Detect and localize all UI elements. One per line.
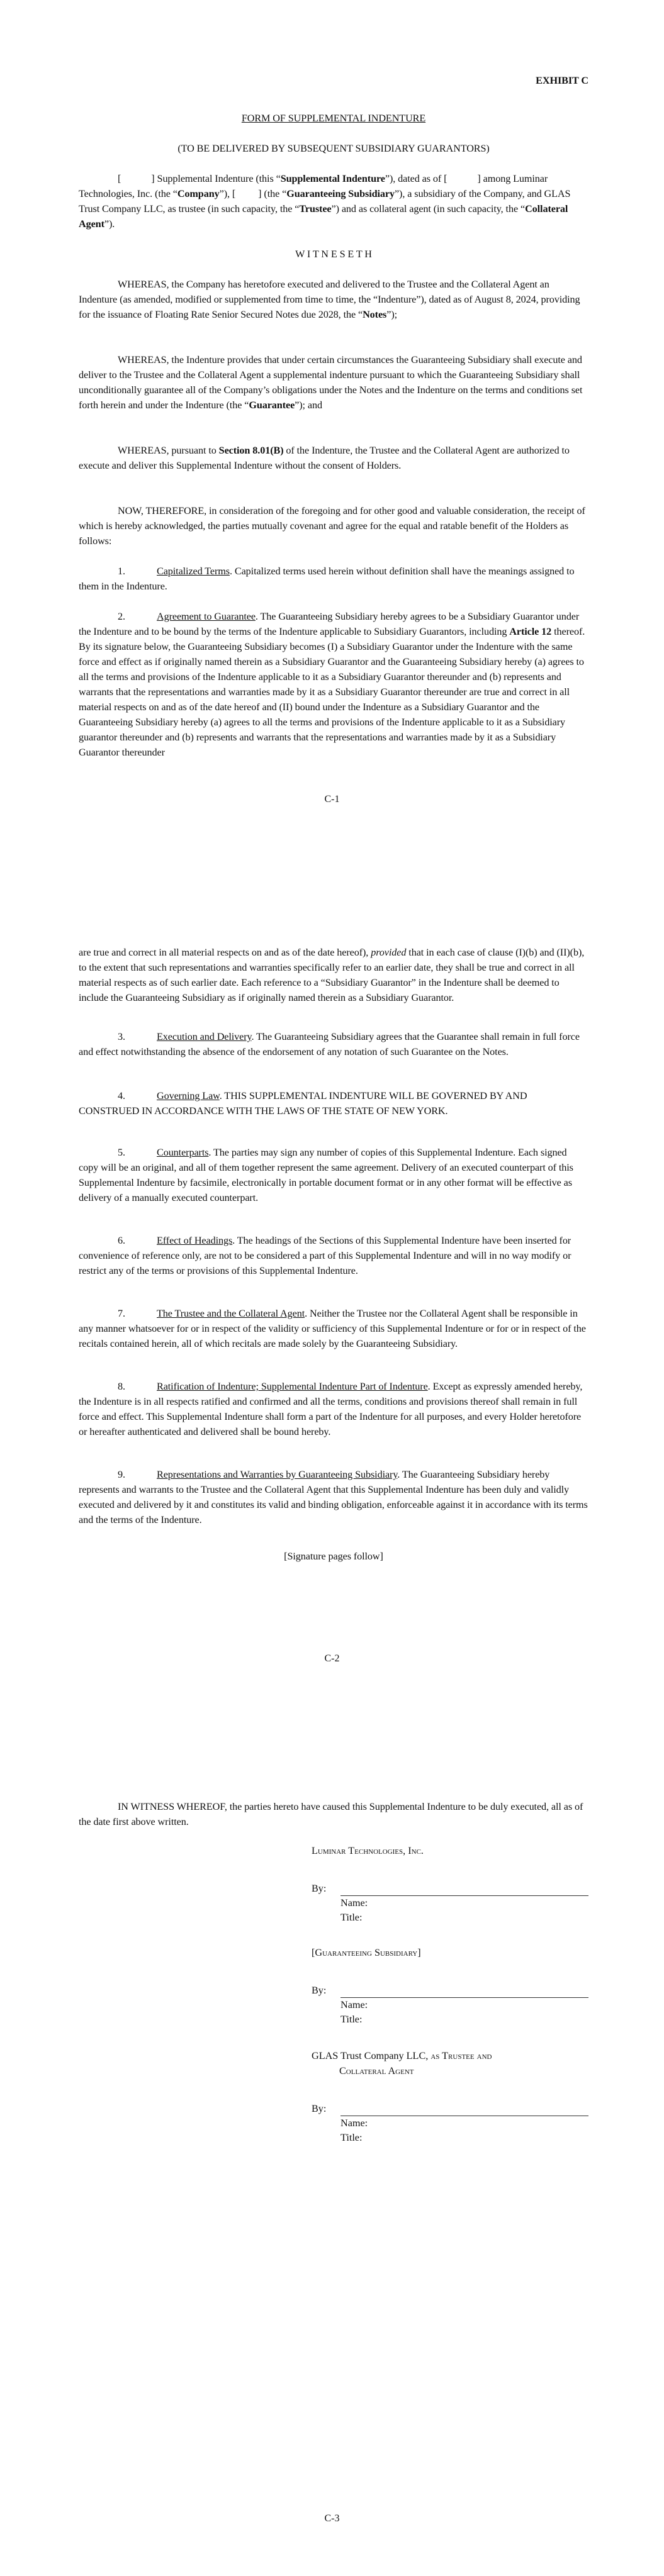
name-label: Name: xyxy=(340,1999,368,2010)
signature-field[interactable] xyxy=(340,1884,588,1896)
now-therefore-paragraph xyxy=(79,503,588,549)
title-label: Title: xyxy=(340,2014,363,2025)
section-heading: Governing Law xyxy=(157,1090,220,1101)
text: NOW, THEREFORE, in consideration of the foregoing and for other good and valuable consideration, the receipt of which is hereby acknowledged, the parties mutually covenant and agree for the equal and ratable benefit of the Holders as follows: xyxy=(79,505,585,547)
section-number: 1. xyxy=(118,566,125,577)
section-1 xyxy=(79,564,588,594)
by-label: By: xyxy=(312,1985,327,1996)
page-number xyxy=(0,794,664,805)
section-number: 2. xyxy=(118,611,125,622)
section-6 xyxy=(79,1233,588,1278)
section-9 xyxy=(79,1467,588,1527)
page-number-text: C-2 xyxy=(324,1653,340,1664)
signature-follow-text: [Signature pages follow] xyxy=(284,1551,383,1562)
text: . THIS SUPPLEMENTAL INDENTURE WILL BE GOVERNED BY AND CONSTRUED IN ACCORDANCE WITH THE LAWS OF THE STATE OF NEW YORK. xyxy=(79,1090,527,1117)
title-label: Title: xyxy=(340,2132,363,2143)
text: . The Guaranteeing Subsidiary hereby represents and warrants to the Trustee and the Collateral Agent that this Supplemental Indenture has been duly and validly executed and delivered by it and constitutes its valid and binding obligation, enforceable against it in accordance with its terms and the terms of the Indenture. xyxy=(79,1469,588,1525)
in-witness-paragraph xyxy=(79,1799,588,1829)
signature-field[interactable] xyxy=(340,1986,588,1998)
witnesseth-text: W I T N E S E T H xyxy=(295,248,372,260)
section-number: 4. xyxy=(118,1090,125,1101)
entity-role-continued: Collateral Agent xyxy=(339,2065,414,2077)
section-number: 7. xyxy=(118,1308,125,1319)
section-3 xyxy=(79,1029,588,1059)
title-sub: (TO BE DELIVERED BY SUBSEQUENT SUBSIDIARY GUARANTORS) xyxy=(177,143,490,154)
text: Supplemental Indenture (this “ xyxy=(154,173,281,184)
article-reference: Article 12 xyxy=(509,626,552,637)
title-main: FORM OF SUPPLEMENTAL INDENTURE xyxy=(241,113,426,124)
section-5 xyxy=(79,1145,588,1205)
exhibit-label xyxy=(79,73,588,88)
recital-1 xyxy=(79,277,588,322)
defined-term: Supplemental Indenture xyxy=(280,173,385,184)
section-heading: Effect of Headings xyxy=(157,1235,233,1246)
defined-term: Collateral Agent xyxy=(79,203,568,230)
entity-role: as Trustee and xyxy=(428,2050,492,2061)
text: WHEREAS, the Indenture provides that under certain circumstances the Guaranteeing Subsidiary shall execute and deliver to the Trustee and the Collateral Agent a supplemental indenture pursuant to which the Guaranteeing Subsidiary shall unconditionally guarantee all of the Company’s obligations under the Notes and the Indenture on the terms and conditions set forth herein and under the Indenture (the “ xyxy=(79,354,583,411)
text: ”), a subsidiary of the Company, and GLAS Trust Company LLC, as trustee (in such capacity, the “ xyxy=(79,188,571,215)
text: that in each case of clause (I)(b) and (II)(b), to the extent that such representations and warranties specifically refer to an earlier date, they shall be true and correct in all material respects as of such earlier date. Each reference to a “Subsidiary Guarantor” in the Indenture shall be deemed to include the Guaranteeing Subsidiary as if originally named therein as a Subsidiary Guarantor. xyxy=(79,947,585,1003)
section-2 xyxy=(79,609,588,760)
section-heading: The Trustee and the Collateral Agent xyxy=(157,1308,305,1319)
signatory-entity xyxy=(312,2048,588,2063)
text: . Capitalized terms used herein without definition shall have the meanings assigned to them in the Indenture. xyxy=(79,566,575,592)
signature-line xyxy=(312,2101,588,2116)
section-number: 5. xyxy=(118,1147,125,1158)
page-number xyxy=(0,1653,664,1664)
signatory-entity: [Guaranteeing Subsidiary] xyxy=(312,1947,421,1958)
text: ”) and as collateral agent (in such capacity, the “ xyxy=(331,203,526,215)
page-number-text: C-3 xyxy=(324,2513,340,2524)
entity-name: GLAS Trust Company LLC, xyxy=(312,2050,429,2061)
page-number-text: C-1 xyxy=(324,794,340,805)
recital-3 xyxy=(79,443,588,473)
text: ”), dated as of [ xyxy=(385,173,447,184)
section-number: 9. xyxy=(118,1469,125,1480)
text: ”); and xyxy=(295,399,322,411)
name-label: Name: xyxy=(340,2117,368,2129)
preamble-paragraph xyxy=(79,171,588,231)
signature-block-glas-trust xyxy=(312,2048,588,2145)
text: ”); xyxy=(386,309,398,320)
section-4 xyxy=(79,1088,588,1118)
signature-pages-follow xyxy=(79,1549,588,1564)
section-heading: Agreement to Guarantee xyxy=(157,611,256,622)
name-label: Name: xyxy=(340,1897,368,1909)
signature-field[interactable] xyxy=(340,2104,588,2116)
text: ] among Luminar Technologies, Inc. (the “ xyxy=(79,173,548,199)
witnesseth-heading xyxy=(79,247,588,262)
section-heading: Capitalized Terms xyxy=(157,566,230,577)
defined-term: Guaranteeing Subsidiary xyxy=(286,188,395,199)
signature-line xyxy=(312,1881,588,1896)
signatory-entity: Luminar Technologies, Inc. xyxy=(312,1845,424,1856)
section-heading: Execution and Delivery xyxy=(157,1031,252,1042)
blank-bracket: ] xyxy=(151,173,155,184)
recital-2 xyxy=(79,352,588,413)
text: WHEREAS, pursuant to xyxy=(118,445,219,456)
text: IN WITNESS WHEREOF, the parties hereto have caused this Supplemental Indenture to be duly executed, all as of the date first above written. xyxy=(79,1801,583,1827)
page-number xyxy=(0,2513,664,2524)
section-number: 6. xyxy=(118,1235,125,1246)
exhibit-text: EXHIBIT C xyxy=(536,75,588,86)
section-8 xyxy=(79,1379,588,1439)
section-heading: Representations and Warranties by Guaranteeing Subsidiary xyxy=(157,1469,398,1480)
text: ”), [ xyxy=(219,188,236,199)
section-heading: Ratification of Indenture; Supplemental Indenture Part of Indenture xyxy=(157,1381,428,1392)
defined-term: Guarantee xyxy=(249,399,295,411)
text: ”). xyxy=(104,218,115,230)
document-title xyxy=(79,111,588,126)
document-subtitle xyxy=(79,141,588,156)
section-reference: Section 8.01(B) xyxy=(218,445,284,456)
text: . The Guaranteeing Subsidiary hereby agrees to be a Subsidiary Guarantor under the Indenture and to be bound by the terms of the Indenture applicable to Subsidiary Guarantors, including xyxy=(79,611,580,637)
defined-term: Trustee xyxy=(299,203,332,215)
signature-line xyxy=(312,1983,588,1998)
text: ] (the “ xyxy=(258,188,287,199)
text: . The Guaranteeing Subsidiary agrees that the Guarantee shall remain in full force and effect notwithstanding the absence of the endorsement of any notation of such Guarantee on the Notes. xyxy=(79,1031,580,1057)
text: of the Indenture, the Trustee and the Collateral Agent are authorized to execute and deliver this Supplemental Indenture without the consent of Holders. xyxy=(79,445,570,471)
text: . The parties may sign any number of copies of this Supplemental Indenture. Each signed copy will be an original, and all of them together represent the same agreement. Delivery of an executed counterpart of this Supplemental Indenture by facsimile, electronically in portable document format or in any other format will be effective as delivery of a manually executed counterpart. xyxy=(79,1147,573,1203)
text: . Neither the Trustee nor the Collateral Agent shall be responsible in any manner whatsoever for or in respect of the validity or sufficiency of this Supplemental Indenture or for or in respect of the recitals contained herein, all of which recitals are made solely by the Guaranteeing Subsidiary. xyxy=(79,1308,586,1349)
defined-term: Company xyxy=(177,188,220,199)
blank-bracket: [ xyxy=(118,173,121,184)
proviso: provided xyxy=(371,947,407,958)
by-label: By: xyxy=(312,1883,327,1894)
defined-term: Notes xyxy=(363,309,387,320)
text: WHEREAS, the Company has heretofore executed and delivered to the Trustee and the Collateral Agent an Indenture (as amended, modified or supplemented from time to time, the “Indenture”), dated as of August 8, 2024, providing for the issuance of Floating Rate Senior Secured Notes due 2028, the “ xyxy=(79,279,580,320)
section-7 xyxy=(79,1306,588,1351)
text: are true and correct in all material respects on and as of the date hereof), xyxy=(79,947,371,958)
text: . Except as expressly amended hereby, the Indenture is in all respects ratified and confirmed and all the terms, conditions and provisions thereof shall remain in full force and effect. This Supplemental Indenture shall form a part of the Indenture for all purposes, and every Holder heretofore or hereafter authenticated and delivered shall be bound hereby. xyxy=(79,1381,583,1437)
signature-block-luminar xyxy=(312,1843,588,1925)
signature-block-guaranteeing-subsidiary xyxy=(312,1945,588,2027)
text: thereof. By its signature below, the Guaranteeing Subsidiary becomes (I) a Subsidiary Guarantor under the Indenture with the same force and effect as if originally named therein as a Subsidiary Guarantor and the Guaranteeing Subsidiary hereby (a) agrees to all the terms and provisions of the Indenture applicable to it as a Subsidiary Guarantor thereunder and (b) represents and warrants that the representations and warranties made by it as a Subsidiary Guarantor thereunder are true and correct in all material respects on and as of the date hereof and (II) bound under the Indenture as a Subsidiary Guarantor and the Guaranteeing Subsidiary hereby (a) agrees to all the terms and provisions of the Indenture applicable to it as a Subsidiary guarantor thereunder and (b) represents and warrants that the representations and warranties made by it as a Subsidiary Guarantor thereunder xyxy=(79,626,585,758)
text: . The headings of the Sections of this Supplemental Indenture have been inserted for convenience of reference only, are not to be considered a part of this Supplemental Indenture and will in no way modify or restrict any of the terms or provisions of this Supplemental Indenture. xyxy=(79,1235,571,1276)
section-number: 3. xyxy=(118,1031,125,1042)
section-heading: Counterparts xyxy=(157,1147,209,1158)
section-2-continued xyxy=(79,945,588,1005)
section-number: 8. xyxy=(118,1381,125,1392)
title-label: Title: xyxy=(340,1912,363,1923)
by-label: By: xyxy=(312,2103,327,2114)
